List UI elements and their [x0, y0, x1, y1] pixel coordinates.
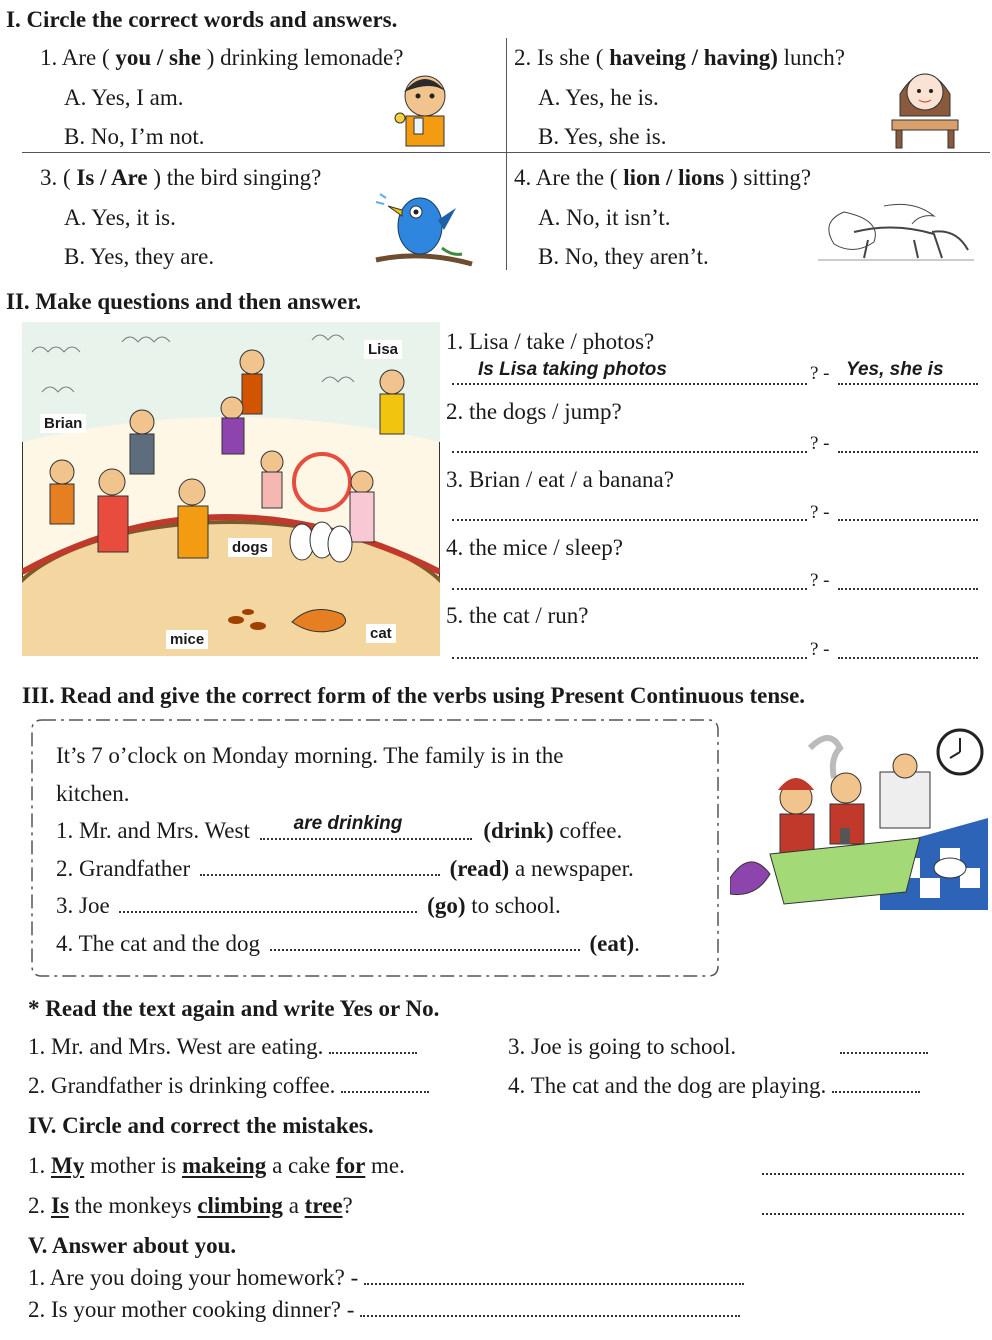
- reply-blank[interactable]: [838, 587, 978, 590]
- bird-singing-illustration: [372, 186, 476, 274]
- question-1: 1. Are ( you / she ) drinking lemonade?: [40, 45, 404, 70]
- option-b[interactable]: B. Yes, she is.: [538, 124, 667, 149]
- question-prompt: 4. the mice / sleep?: [446, 535, 623, 560]
- yes-no-item: 4. The cat and the dog are playing.: [508, 1074, 920, 1097]
- mistake-sentence: 2. Is the monkeys climbing a tree?: [28, 1193, 353, 1218]
- mistake-word[interactable]: tree: [304, 1193, 343, 1218]
- reply-blank[interactable]: [838, 450, 978, 453]
- verb-line: 3. Joe (go) to school.: [56, 893, 561, 918]
- sample-question-answer: Is Lisa taking photos: [478, 359, 667, 380]
- personal-answer-blank[interactable]: [364, 1282, 744, 1285]
- reading-intro-line-1: It’s 7 o’clock on Monday morning. The family is in the: [56, 743, 564, 768]
- reply-blank[interactable]: [838, 656, 978, 659]
- family-kitchen-illustration: [730, 728, 988, 910]
- yes-no-title: * Read the text again and write Yes or No.: [28, 996, 440, 1021]
- question-prompt: 5. the cat / run?: [446, 603, 589, 628]
- label-mice: mice: [166, 630, 208, 649]
- answer-blank[interactable]: [452, 382, 807, 385]
- reply-blank[interactable]: [838, 382, 978, 385]
- reply-blank[interactable]: [838, 518, 978, 521]
- mistake-word[interactable]: makeing: [181, 1153, 267, 1178]
- answer-blank[interactable]: [452, 656, 807, 659]
- yes-no-item: 2. Grandfather is drinking coffee.: [28, 1074, 429, 1097]
- yes-no-item: 1. Mr. and Mrs. West are eating.: [28, 1035, 417, 1058]
- label-lisa: Lisa: [364, 340, 402, 359]
- option-b[interactable]: B. No, they aren’t.: [538, 244, 709, 269]
- question-prompt: 3. Brian / eat / a banana?: [446, 467, 674, 492]
- verb-blank[interactable]: [119, 910, 417, 913]
- reading-intro-line-2: kitchen.: [56, 781, 130, 806]
- label-cat: cat: [366, 624, 396, 643]
- yes-no-item: 3. Joe is going to school.: [508, 1035, 928, 1058]
- correction-blank[interactable]: [762, 1172, 964, 1175]
- question-2: 2. Is she ( haveing / having) lunch?: [514, 45, 845, 70]
- sample-verb-answer: are drinking: [293, 813, 403, 834]
- verb-blank[interactable]: [270, 948, 580, 951]
- option-b[interactable]: B. Yes, they are.: [64, 244, 215, 269]
- mistake-word[interactable]: Is: [51, 1193, 69, 1218]
- verb-blank[interactable]: [200, 873, 440, 876]
- separator: ? -: [810, 502, 830, 523]
- option-a[interactable]: A. Yes, I am.: [64, 85, 184, 110]
- question-prompt: 1. Lisa / take / photos?: [446, 329, 655, 354]
- yes-no-blank[interactable]: [840, 1051, 928, 1054]
- section-3-title: III. Read and give the correct form of the verbs using Present Continuous tense.: [22, 683, 806, 708]
- mistake-word[interactable]: for: [335, 1153, 366, 1178]
- grid-divider: [506, 38, 507, 152]
- personal-question: 1. Are you doing your homework? -: [28, 1266, 744, 1289]
- separator: ? -: [810, 433, 830, 454]
- sample-reply: Yes, she is: [846, 359, 944, 380]
- option-a[interactable]: A. No, it isn’t.: [538, 205, 671, 230]
- yes-no-blank[interactable]: [329, 1051, 417, 1054]
- section-5-title: V. Answer about you.: [28, 1233, 237, 1258]
- personal-question: 2. Is your mother cooking dinner? -: [28, 1298, 740, 1321]
- verb-blank[interactable]: [260, 837, 472, 840]
- label-dogs: dogs: [228, 538, 272, 557]
- grid-divider: [506, 152, 507, 270]
- separator: ? -: [810, 363, 830, 384]
- option-a[interactable]: A. Yes, he is.: [538, 85, 659, 110]
- section-4-title: IV. Circle and correct the mistakes.: [28, 1113, 374, 1138]
- verb-line: 1. Mr. and Mrs. West are drinking (drink) coffee.: [56, 813, 623, 843]
- lions-sitting-illustration: [814, 192, 978, 268]
- separator: ? -: [810, 639, 830, 660]
- mistake-word[interactable]: climbing: [197, 1193, 283, 1218]
- question-4: 4. Are the ( lion / lions ) sitting?: [514, 165, 812, 190]
- boy-drinking-lemonade-illustration: [392, 66, 458, 150]
- correction-blank[interactable]: [762, 1212, 964, 1215]
- answer-blank[interactable]: [452, 518, 807, 521]
- yes-no-blank[interactable]: [832, 1090, 920, 1093]
- girl-having-lunch-illustration: [890, 58, 960, 150]
- mistake-word[interactable]: My: [51, 1153, 85, 1178]
- verb-line: 2. Grandfather (read) a newspaper.: [56, 856, 634, 881]
- yes-no-blank[interactable]: [341, 1090, 429, 1093]
- personal-answer-blank[interactable]: [360, 1314, 740, 1317]
- circus-scene-illustration: [22, 322, 440, 656]
- verb-line: 4. The cat and the dog (eat).: [56, 931, 640, 956]
- separator: ? -: [810, 570, 830, 591]
- answer-blank[interactable]: [452, 587, 807, 590]
- label-brian: Brian: [40, 414, 86, 433]
- option-b[interactable]: B. No, I’m not.: [64, 124, 205, 149]
- section-2-title: II. Make questions and then answer.: [6, 289, 362, 314]
- mistake-sentence: 1. My mother is makeing a cake for me.: [28, 1153, 405, 1178]
- option-a[interactable]: A. Yes, it is.: [64, 205, 176, 230]
- question-prompt: 2. the dogs / jump?: [446, 399, 622, 424]
- section-1-title: I. Circle the correct words and answers.: [6, 7, 398, 32]
- answer-blank[interactable]: [452, 450, 807, 453]
- question-3: 3. ( Is / Are ) the bird singing?: [40, 165, 322, 190]
